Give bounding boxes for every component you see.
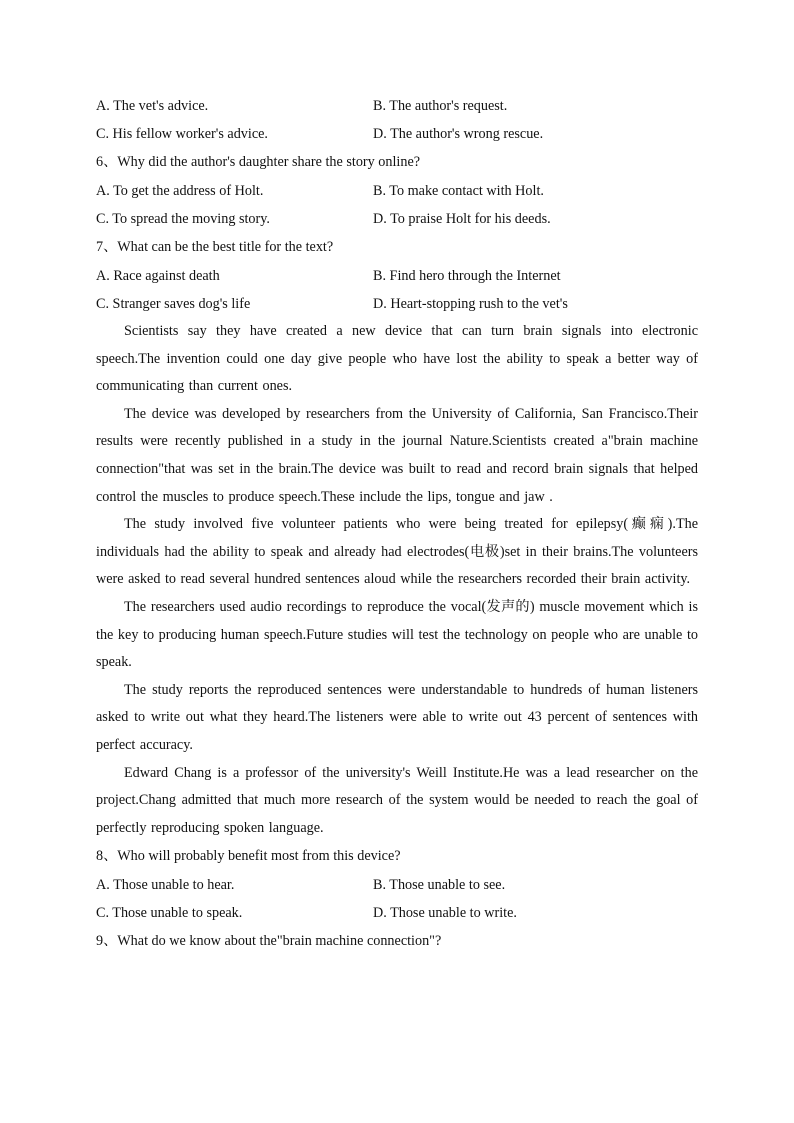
exam-page: [96, 92, 698, 956]
q5-options-row-2: [96, 120, 698, 148]
q6-options-row-1: [96, 177, 698, 205]
q5-options-row-1: [96, 92, 698, 120]
passage-paragraph-2: The device was developed by researchers from the University of California, San Francisco.Their results were recently published in a study in the journal Nature.Scientists created a"brain machine connection"that was set in the brain.The device was built to read and record brain signals that helped control the muscles to produce speech.These include the lips, tongue and jaw .: [96, 405, 698, 505]
q6-option-a: A. To get the address of Holt.: [96, 183, 264, 199]
q8-options-row-1: [96, 871, 698, 899]
q8-options-row-2: [96, 899, 698, 927]
q5-option-c: C. His fellow worker's advice.: [96, 126, 268, 142]
q5-option-a: A. The vet's advice.: [96, 98, 209, 114]
passage-paragraph-3: The study involved five volunteer patients who were being treated for epilepsy(癫痫).The individuals had the ability to speak and already had electrodes(电极)set in their brains.The volunteers were asked to read several hundred sentences aloud while the researchers recorded their brain activity.: [96, 516, 698, 588]
q6-option-d: D. To praise Holt for his deeds.: [373, 211, 551, 227]
q5-option-b: B. The author's request.: [373, 98, 508, 114]
passage-paragraph-5: The study reports the reproduced sentences were understandable to hundreds of human listeners asked to write out what they heard.The listeners were able to write out 43 percent of sentences with perfect accuracy.: [96, 681, 698, 753]
q8-option-b: B. Those unable to see.: [373, 877, 506, 894]
q7-options-row-1: [96, 262, 698, 290]
q8-option-d: D. Those unable to write.: [373, 905, 517, 922]
q8-option-a: A. Those unable to hear.: [96, 877, 235, 894]
q7-option-c: C. Stranger saves dog's life: [96, 296, 251, 312]
q7-option-a: A. Race against death: [96, 268, 220, 284]
reading-passage: [96, 318, 698, 842]
q7-option-d: D. Heart-stopping rush to the vet's: [373, 296, 568, 312]
passage-paragraph-4: The researchers used audio recordings to reproduce the vocal(发声的) muscle movement which is the key to producing human speech.Future studies will test the technology on people who are unable to speak.: [96, 598, 698, 671]
q7-option-b: B. Find hero through the Internet: [373, 268, 561, 284]
q7-options-row-2: [96, 290, 698, 318]
passage-paragraph-1: Scientists say they have created a new device that can turn brain signals into electronic speech.The invention could one day give people who have lost the ability to speak a better way of communicating than current ones.: [96, 323, 698, 395]
question-8: 8、Who will probably benefit most from this device?: [96, 848, 401, 865]
q6-option-b: B. To make contact with Holt.: [373, 183, 544, 199]
question-9: 9、What do we know about the"brain machine connection"?: [96, 933, 442, 950]
question-7: 7、What can be the best title for the text?: [96, 239, 334, 255]
q8-option-c: C. Those unable to speak.: [96, 905, 243, 922]
passage-paragraph-6: Edward Chang is a professor of the university's Weill Institute.He was a lead researcher on the project.Chang admitted that much more research of the system would be needed to reach the goal of perfectly reproducing spoken language.: [96, 764, 698, 836]
q6-options-row-2: [96, 205, 698, 233]
q6-option-c: C. To spread the moving story.: [96, 211, 270, 227]
question-6: 6、Why did the author's daughter share the story online?: [96, 154, 421, 170]
q5-option-d: D. The author's wrong rescue.: [373, 126, 544, 142]
